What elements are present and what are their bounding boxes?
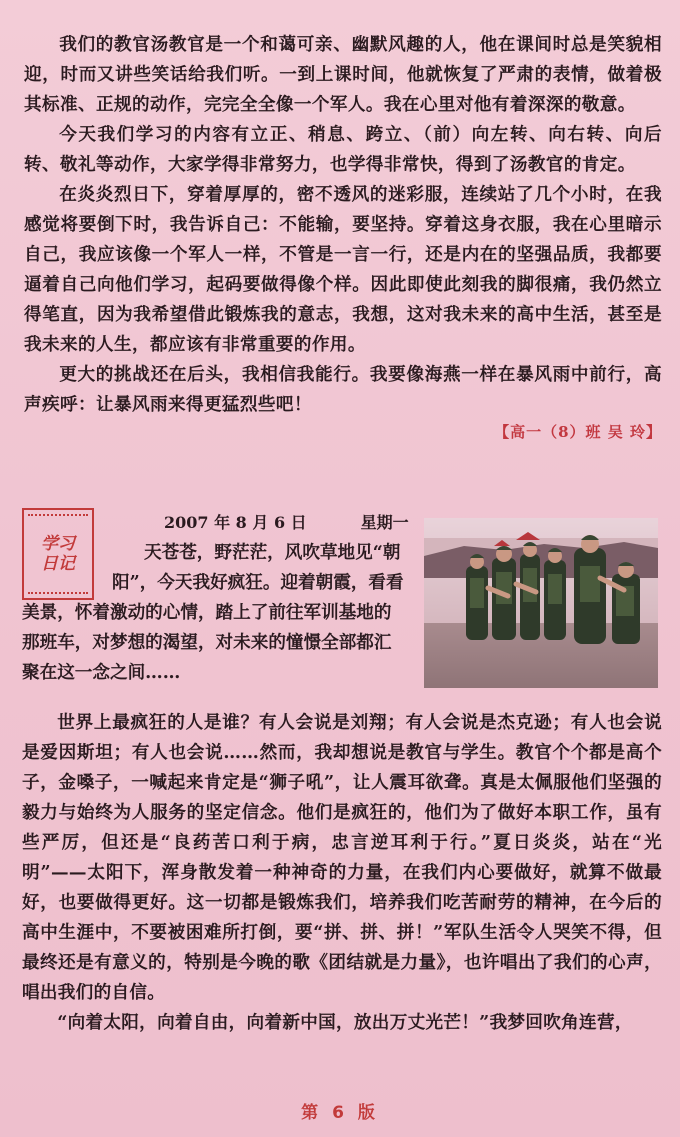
diary-header (144, 508, 414, 538)
intro-line: 那班车，对梦想的渴望，对未来的憧憬全部都汇 (22, 632, 392, 653)
diary-paragraph-1: 世界上最疯狂的人是谁？有人会说是刘翔；有人会说是杰克逊；有人也会说是爱因斯坦；有人也会说……然而，我却想说是教官与学生。教官个个都是高个子，金嗓子，一喊起来肯定是“狮子吼”，让人震耳欲聋。真是太佩服他们坚强的毅力与始终为人服务的坚定信念。他们是疯狂的，他们为了做好本职工作，虽有些严厉，但还是“良药苦口利于病，忠言逆耳利于行。”夏日炎炎，站在“光明”——太阳下，浑身散发着一种神奇的力量，在我们内心要做好，就算不做最好，也要做得更好。这一切都是锻炼我们，培养我们吃苦耐劳的精神，在今后的高中生涯中，不要被困难所打倒，要“拼、拼、拼！”军队生活令人哭笑不得，但最终还是有意义的，特别是今晚的歌《团结就是力量》，也许唱出了我们的心声，唱出我们的自信。 (22, 712, 662, 1003)
military-training-photo (424, 518, 658, 688)
page-number: 第 6 版 (301, 1103, 379, 1123)
diary-paragraph-2: “向着太阳，向着自由，向着新中国，放出万丈光芒！”我梦回吹角连营， (57, 1012, 633, 1033)
article-paragraph-3: 在炎炎烈日下，穿着厚厚的，密不透风的迷彩服，连续站了几个小时，在我感觉将要倒下时，我告诉自己：不能输，要坚持。穿着这身衣服，我在心里暗示自己，我应该像一个军人一样，不管是一言一行，还是内在的坚强品质，我都要逼着自己向他们学习，起码要做得像个样。因此即使此刻我的脚很痛，我仍然立得笔直，因为我希望借此锻炼我的意志，我想，这对我未来的高中生活，甚至是我未来的人生，都应该有非常重要的作用。 (24, 184, 662, 355)
diary-date: 2007 年 8 月 6 日 (164, 513, 307, 532)
diary-weekday: 星期一 (360, 513, 409, 532)
intro-line: 聚在这一念之间…… (22, 662, 181, 683)
diary-intro (22, 538, 414, 688)
article-paragraph-4: 更大的挑战还在后头，我相信我能行。我要像海燕一样在暴风雨中前行，高声疾呼：让暴风雨来得更猛烈些吧！ (24, 364, 662, 415)
intro-line: 阳”，今天我好疯狂。迎着朝霞，看看 (112, 572, 404, 593)
article-section (24, 30, 662, 444)
intro-line: 美景，怀着激动的心情，踏上了前往军训基地的 (22, 602, 392, 623)
intro-line: 天苍苍，野茫茫，风吹草地见“朝 (144, 542, 401, 563)
article-paragraph-2: 今天我们学习的内容有立正、稍息、跨立、（前）向左转、向右转、向后转、敬礼等动作，大家学得非常努力，也学得非常快，得到了汤教官的肯定。 (24, 124, 662, 175)
diary-body (22, 708, 662, 1038)
article-paragraph-1: 我们的教官汤教官是一个和蔼可亲、幽默风趣的人，他在课间时总是笑貌相迎，时而又讲些笑话给我们听。一到上课时间，他就恢复了严肃的表情，做着极其标准、正规的动作，完完全全像一个军人。我在心里对他有着深深的敬意。 (24, 34, 662, 115)
photo-illustration (424, 518, 658, 688)
author-signature: 【高一（8）班 吴 玲】 (494, 423, 662, 441)
stamp-text: 学习日记 (41, 534, 75, 574)
